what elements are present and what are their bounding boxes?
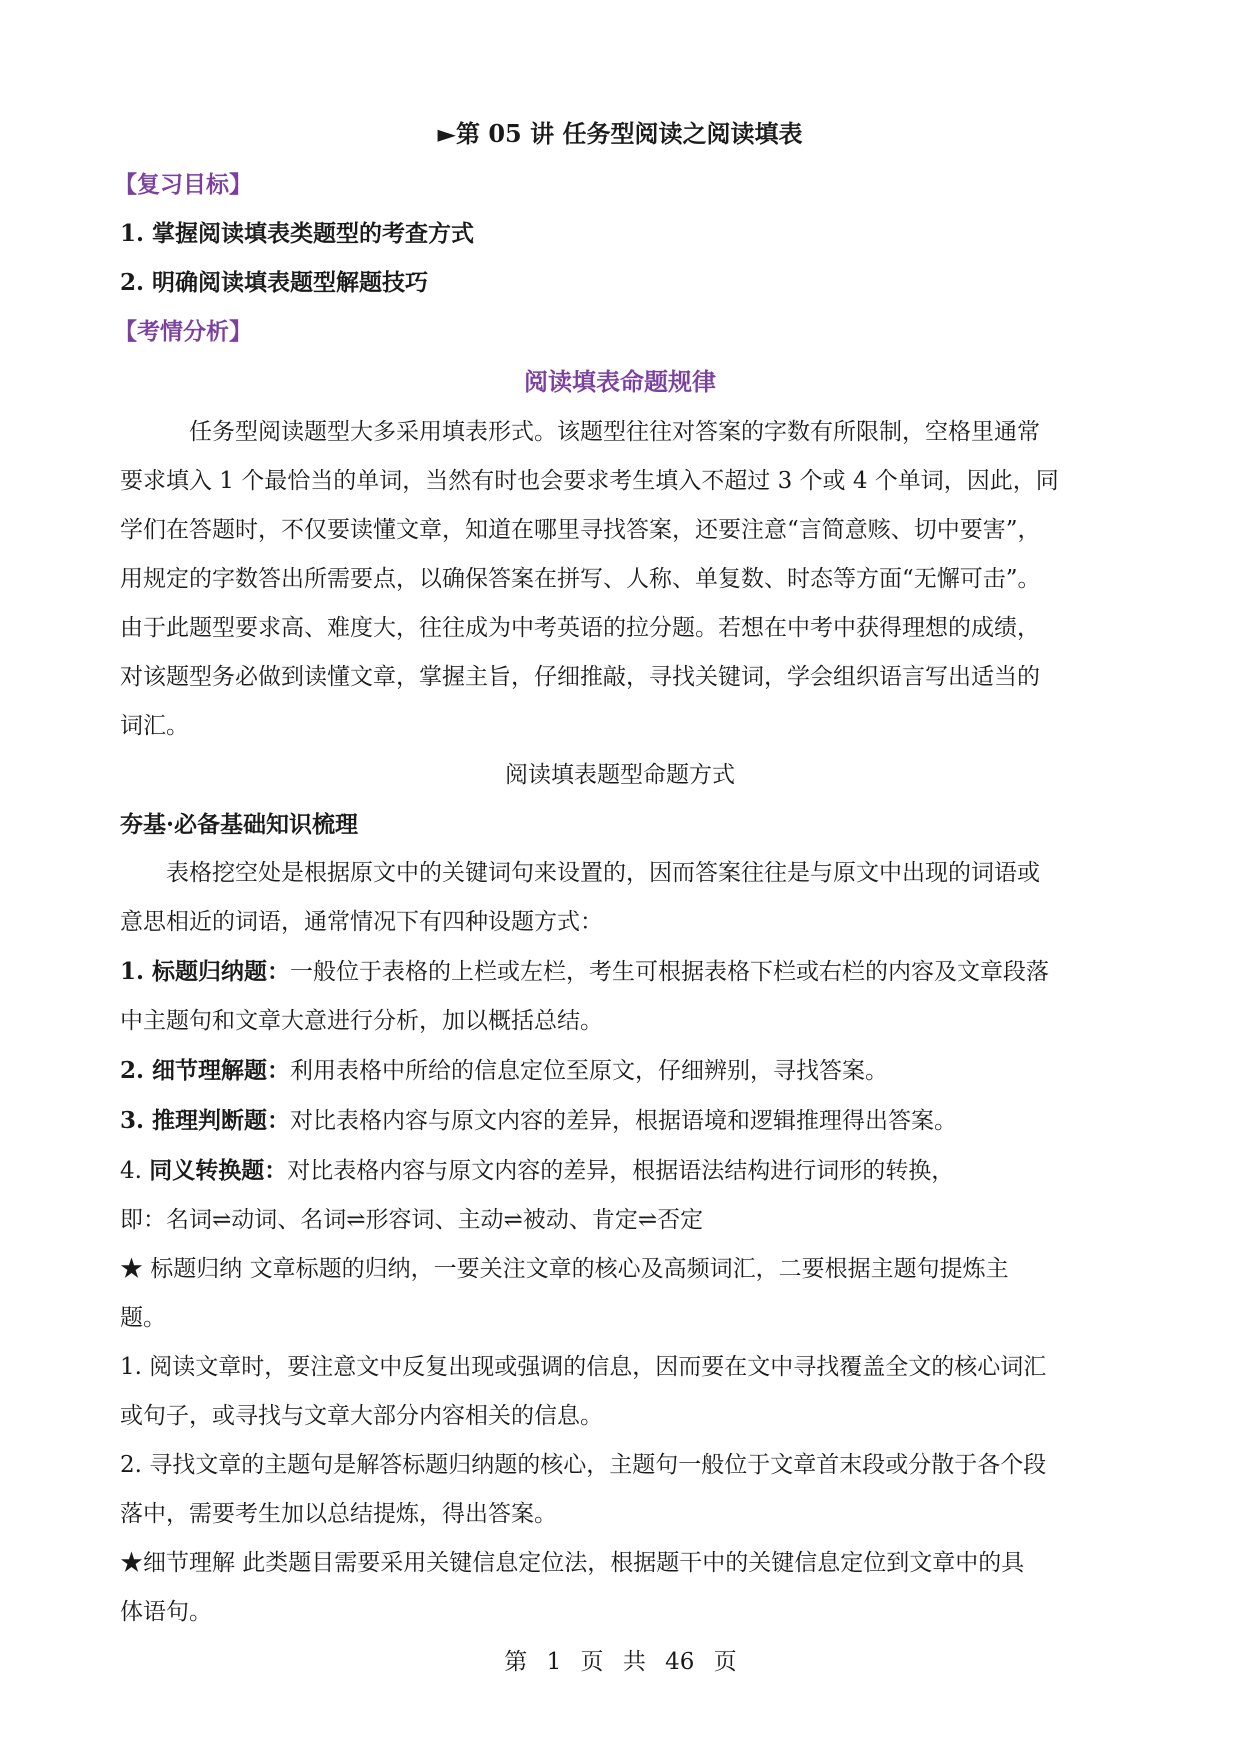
- footer-text: 页: [580, 1649, 604, 1675]
- item-1-text: 一般位于表格的上栏或左栏，考生可根据表格下栏或右栏的内容及文章段落: [290, 959, 1050, 985]
- para1-line: 对该题型务必做到读懂文章，掌握主旨，仔细推敲，寻找关键词，学会组织语言写出适当的: [120, 664, 1040, 690]
- page-footer: [0, 1643, 1241, 1676]
- item-1-label: 1. 标题归纳题：: [120, 958, 291, 985]
- star-title-summary: ★ 标题归纳 文章标题的归纳，一要关注文章的核心及高频词汇，二要根据主题句提炼主: [120, 1256, 1009, 1282]
- footer-text: 共: [622, 1649, 646, 1675]
- para1-line: 要求填入 1 个最恰当的单词，当然有时也会要求考生填入不超过 3 个或 4 个单词，因此，同: [120, 468, 1059, 494]
- item-3: [120, 1096, 1120, 1146]
- tip-2-cont: 落中，需要考生加以总结提炼，得出答案。: [120, 1501, 557, 1527]
- document-title: ►第 05 讲 任务型阅读之阅读填表: [437, 119, 803, 148]
- item-4-number: 4.: [120, 1158, 150, 1184]
- item-4-label: 同义转换题：: [149, 1157, 288, 1184]
- para1-line: 学们在答题时，不仅要读懂文章，知道在哪里寻找答案，还要注意“言简意赅、切中要害”，: [120, 517, 1041, 543]
- goal-1: 1. 掌握阅读填表类题型的考查方式: [120, 220, 475, 247]
- goal-2: 2. 明确阅读填表题型解题技巧: [120, 269, 429, 296]
- item-4-continued: 即：名词⇌动词、名词⇌形容词、主动⇌被动、肯定⇌否定: [120, 1207, 704, 1233]
- tip-1-cont: 或句子，或寻找与文章大部分内容相关的信息。: [120, 1403, 603, 1429]
- method-subtitle: 阅读填表题型命题方式: [505, 762, 735, 788]
- document-page: [114, 108, 1120, 1637]
- footer-text: 页: [713, 1649, 737, 1675]
- page-number: 1: [546, 1649, 562, 1675]
- para2-line: 表格挖空处是根据原文中的关键词句来设置的，因而答案往往是与原文中出现的词语或: [166, 860, 1040, 886]
- star-title-summary-cont: 题。: [120, 1305, 166, 1331]
- star-detail: ★细节理解 此类题目需要采用关键信息定位法，根据题干中的关键信息定位到文章中的具: [120, 1550, 1025, 1576]
- pattern-heading: 阅读填表命题规律: [524, 367, 716, 396]
- para2-line: 意思相近的词语，通常情况下有四种设题方式：: [120, 909, 603, 935]
- para1-line: 由于此题型要求高、难度大，往往成为中考英语的拉分题。若想在中考中获得理想的成绩，: [120, 615, 1040, 641]
- tip-1: 1. 阅读文章时，要注意文中反复出现或强调的信息，因而要在文中寻找覆盖全文的核心词汇: [120, 1354, 1047, 1380]
- item-1: [120, 947, 1120, 997]
- item-1-continued: 中主题句和文章大意进行分析，加以概括总结。: [120, 1008, 603, 1034]
- item-2-label: 2. 细节理解题：: [120, 1057, 291, 1084]
- item-2-text: 利用表格中所给的信息定位至原文，仔细辨别，寻找答案。: [290, 1058, 889, 1084]
- tip-2: 2. 寻找文章的主题句是解答标题归纳题的核心，主题句一般位于文章首末段或分散于各个段: [120, 1452, 1047, 1478]
- footer-text: 第: [504, 1649, 528, 1675]
- item-4: [120, 1146, 1120, 1196]
- item-3-text: 对比表格内容与原文内容的差异，根据语境和逻辑推理得出答案。: [290, 1108, 958, 1134]
- foundation-heading: 夯基·必备基础知识梳理: [120, 811, 359, 838]
- total-pages: 46: [665, 1649, 695, 1675]
- star-detail-cont: 体语句。: [120, 1599, 212, 1625]
- item-4-text: 对比表格内容与原文内容的差异，根据语法结构进行词形的转换，: [287, 1158, 955, 1184]
- item-3-label: 3. 推理判断题：: [120, 1107, 291, 1134]
- review-goals-heading: 【复习目标】: [114, 171, 252, 198]
- exam-analysis-heading: 【考情分析】: [114, 318, 252, 345]
- para1-line: 用规定的字数答出所需要点，以确保答案在拼写、人称、单复数、时态等方面“无懈可击”。: [120, 566, 1041, 592]
- para1-line: 词汇。: [120, 713, 189, 739]
- item-2: [120, 1046, 1120, 1096]
- para1-line: 任务型阅读题型大多采用填表形式。该题型往往对答案的字数有所限制，空格里通常: [189, 419, 1040, 445]
